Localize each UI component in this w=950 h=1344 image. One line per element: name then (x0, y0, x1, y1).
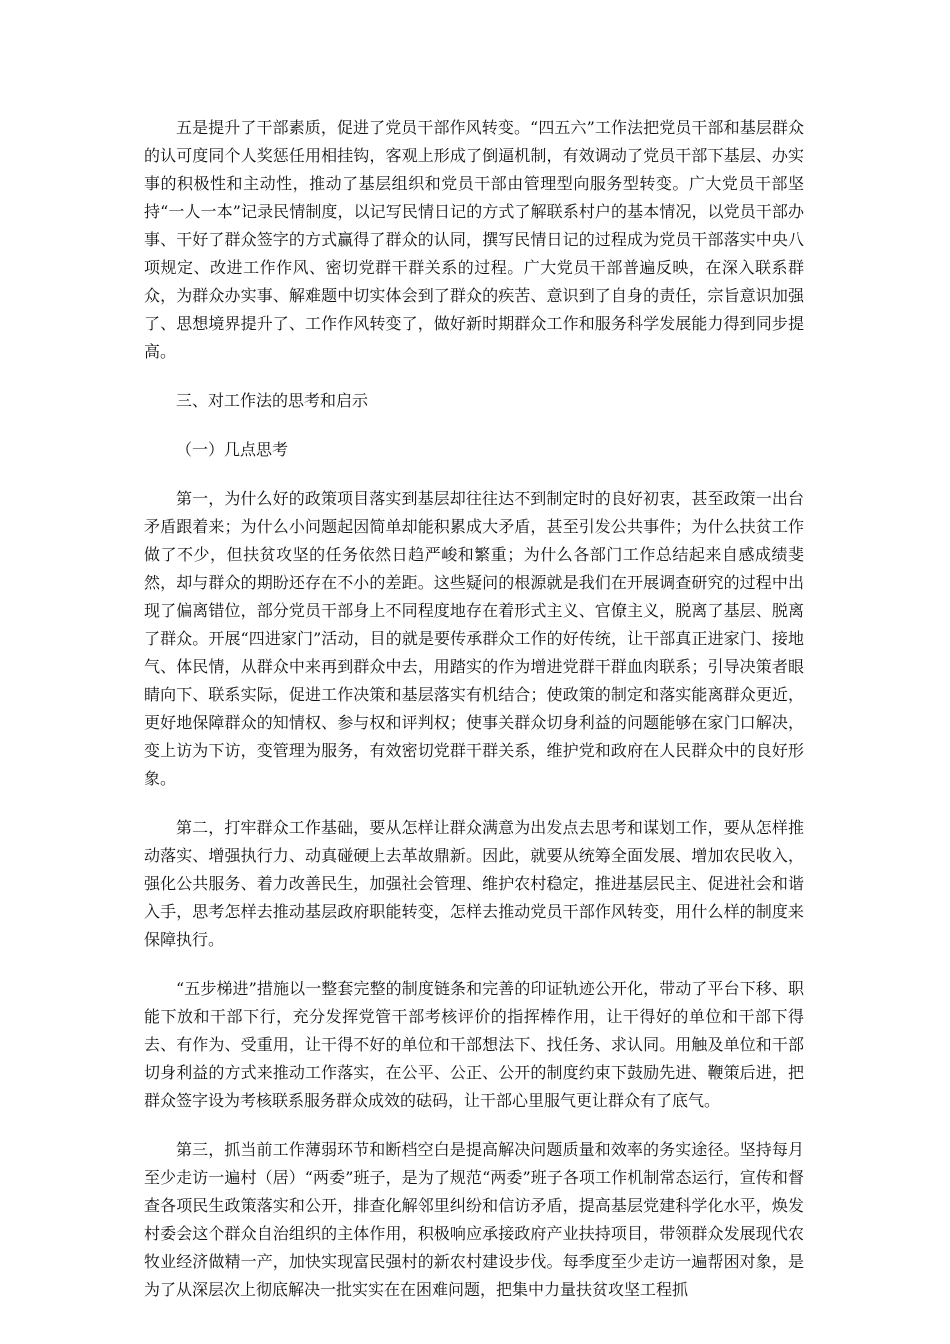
paragraph-five-steps: “五步梯进”措施以一整套完整的制度链条和完善的印证轨迹公开化，带动了平台下移、职能下放和干部下行，充分发挥党管干部考核评价的指挥棒作用，让干得好的单位和干部下得去、有作为、受重用，让干得不好的单位和干部想法下、找任务、求认同。用触及单位和干部切身利益的方式来推动工作落实，在公平、公正、公开的制度约束下鼓励先进、鞭策后进，把群众签字设为考核联系服务群众成效的砝码，让干部心里服气更让群众有了底气。 (144, 979, 804, 1110)
document-page (144, 114, 804, 1325)
paragraph-second-thought: 第二，打牢群众工作基础，要从怎样让群众满意为出发点去思考和谋划工作，要从怎样推动落实、增强执行力、动真碰硬上去革故鼎新。因此，就要从统筹全面发展、增加农民收入，强化公共服务、着力改善民生，加强社会管理、维护农村稳定，推进基层民主、促进社会和谐入手，思考怎样去推动基层政府职能转变，怎样去推动党员干部作风转变，用什么样的制度来保障执行。 (144, 818, 804, 949)
paragraph-cadre-quality: 五是提升了干部素质，促进了党员干部作风转变。“四五六”工作法把党员干部和基层群众的认可度同个人奖惩任用相挂钩，客观上形成了倒逼机制，有效调动了党员干部下基层、办实事的积极性和主动性，推动了基层组织和党员干部由管理型向服务型转变。广大党员干部坚持“一人一本”记录民情制度，以记写民情日记的方式了解联系村户的基本情况，以党员干部办事、干好了群众签字的方式赢得了群众的认同，撰写民情日记的过程成为党员干部落实中央八项规定、改进工作作风、密切党群干群关系的过程。广大党员干部普遍反映，在深入联系群众，为群众办实事、解难题中切实体会到了群众的疾苦、意识到了自身的责任，宗旨意识加强了、思想境界提升了、工作作风转变了，做好新时期群众工作和服务科学发展能力得到同步提高。 (144, 118, 804, 361)
paragraph-first-thought: 第一，为什么好的政策项目落实到基层却往往达不到制定时的良好初衷，甚至政策一出台矛盾跟着来；为什么小问题起因简单却能积累成大矛盾，甚至引发公共事件；为什么扶贫工作做了不少，但扶贫攻坚的任务依然日趋严峻和繁重；为什么各部门工作总结起来自感成绩斐然，却与群众的期盼还存在不小的差距。这些疑问的根源就是我们在开展调查研究的过程中出现了偏离错位，部分党员干部身上不同程度地存在着形式主义、官僚主义，脱离了基层、脱离了群众。开展“四进家门”活动，目的就是要传承群众工作的好传统，让干部真正进家门、接地气、体民情，从群众中来再到群众中去，用踏实的作为增进党群干群血肉联系；引导决策者眼睛向下、联系实际，促进工作决策和基层落实有机结合；使政策的制定和落实能离群众更近，更好地保障群众的知情权、参与权和评判权；使事关群众切身利益的问题能够在家门口解决，变上访为下访，变管理为服务，有效密切党群干群关系，维护党和政府在人民群众中的良好形象。 (144, 489, 804, 788)
sub-section-heading: （一）几点思考 (176, 440, 289, 459)
paragraph-third-thought: 第三，抓当前工作薄弱环节和断档空白是提高解决问题质量和效率的务实途径。坚持每月至少走访一遍村（居）“两委”班子，是为了规范“两委”班子各项工作机制常态运行，宣传和督查各项民生政策落实和公开，排查化解邻里纠纷和信访矛盾，提高基层党建科学化水平，焕发村委会这个群众自治组织的主体作用，积极响应承接政府产业扶持项目，带领群众发展现代农牧业经济做精一产，加快实现富民强村的新农村建设步伐。每季度至少走访一遍帮困对象，是为了从深层次上彻底解决一批实实在在困难问题，把集中力量扶贫攻坚工程抓 (144, 1140, 804, 1299)
section-heading: 三、对工作法的思考和启示 (176, 391, 369, 410)
